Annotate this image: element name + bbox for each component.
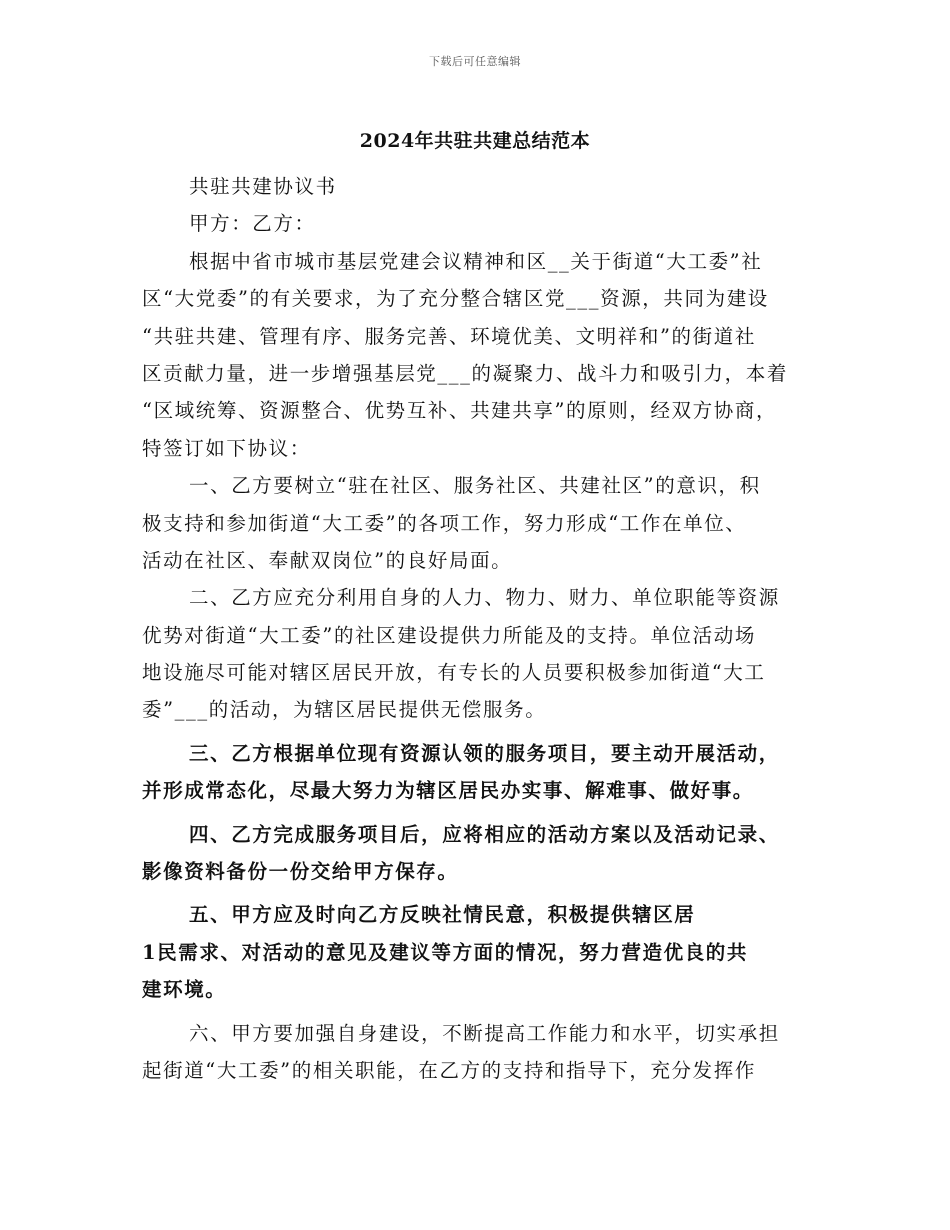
body-line: 二、乙方应充分利用自身的人力、物力、财力、单位职能等资源 <box>189 586 780 610</box>
body-line-bold: 四、乙方完成服务项目后，应将相应的活动方案以及活动记录、 <box>189 822 780 846</box>
body-line: 根据中省市城市基层党建会议精神和区__关于街道“大工委”社 <box>189 249 763 273</box>
body-line: 活动在社区、奉献双岗位”的良好局面。 <box>142 548 513 572</box>
body-line-bold: 1民需求、对活动的意见及建议等方面的情况，努力营造优良的共 <box>142 940 748 964</box>
body-line: 特签订如下协议： <box>142 436 311 460</box>
body-line-bold: 并形成常态化，尽最大努力为辖区居民办实事、解难事、做好事。 <box>142 779 754 803</box>
page-header: 下载后可任意编辑 <box>429 55 521 68</box>
body-line: 六、甲方要加强自身建设，不断提高工作能力和水平，切实承担 <box>189 1021 780 1045</box>
body-line-bold: 三、乙方根据单位现有资源认领的服务项目，要主动开展活动， <box>189 741 780 765</box>
body-line: “区域统筹、资源整合、优势互补、共建共享”的原则，经双方协商， <box>142 399 778 423</box>
body-line: 共驻共建协议书 <box>189 175 337 198</box>
body-line: “共驻共建、管理有序、服务完善、环境优美、文明祥和”的街道社 <box>142 324 756 348</box>
document-body <box>142 168 824 1089</box>
document-title: 2024年共驻共建总结范本 <box>359 130 591 152</box>
body-line-bold: 五、甲方应及时向乙方反映社情民意，积极提供辖区居 <box>189 903 696 927</box>
body-line-bold: 建环境。 <box>142 978 227 1002</box>
body-line: 区“大党委”的有关要求，为了充分整合辖区党___资源，共同为建设 <box>142 287 769 311</box>
body-line: 优势对街道“大工委”的社区建设提供力所能及的支持。单位活动场 <box>142 623 756 647</box>
body-line: 委”___的活动，为辖区居民提供无偿服务。 <box>142 698 547 722</box>
body-line: 极支持和参加街道“大工委”的各项工作，努力形成“工作在单位、 <box>142 511 747 535</box>
body-line: 甲方：乙方： <box>189 212 316 236</box>
body-line: 区贡献力量，进一步增强基层党___的凝聚力、战斗力和吸引力，本着 <box>142 361 788 385</box>
body-line: 地设施尽可能对辖区居民开放，有专长的人员要积极参加街道“大工 <box>142 661 766 685</box>
body-line-bold: 影像资料备份一份交给甲方保存。 <box>142 860 459 884</box>
body-line: 起街道“大工委”的相关职能，在乙方的支持和指导下，充分发挥作 <box>142 1058 756 1082</box>
body-line: 一、乙方要树立“驻在社区、服务社区、共建社区”的意识，积 <box>189 474 761 498</box>
